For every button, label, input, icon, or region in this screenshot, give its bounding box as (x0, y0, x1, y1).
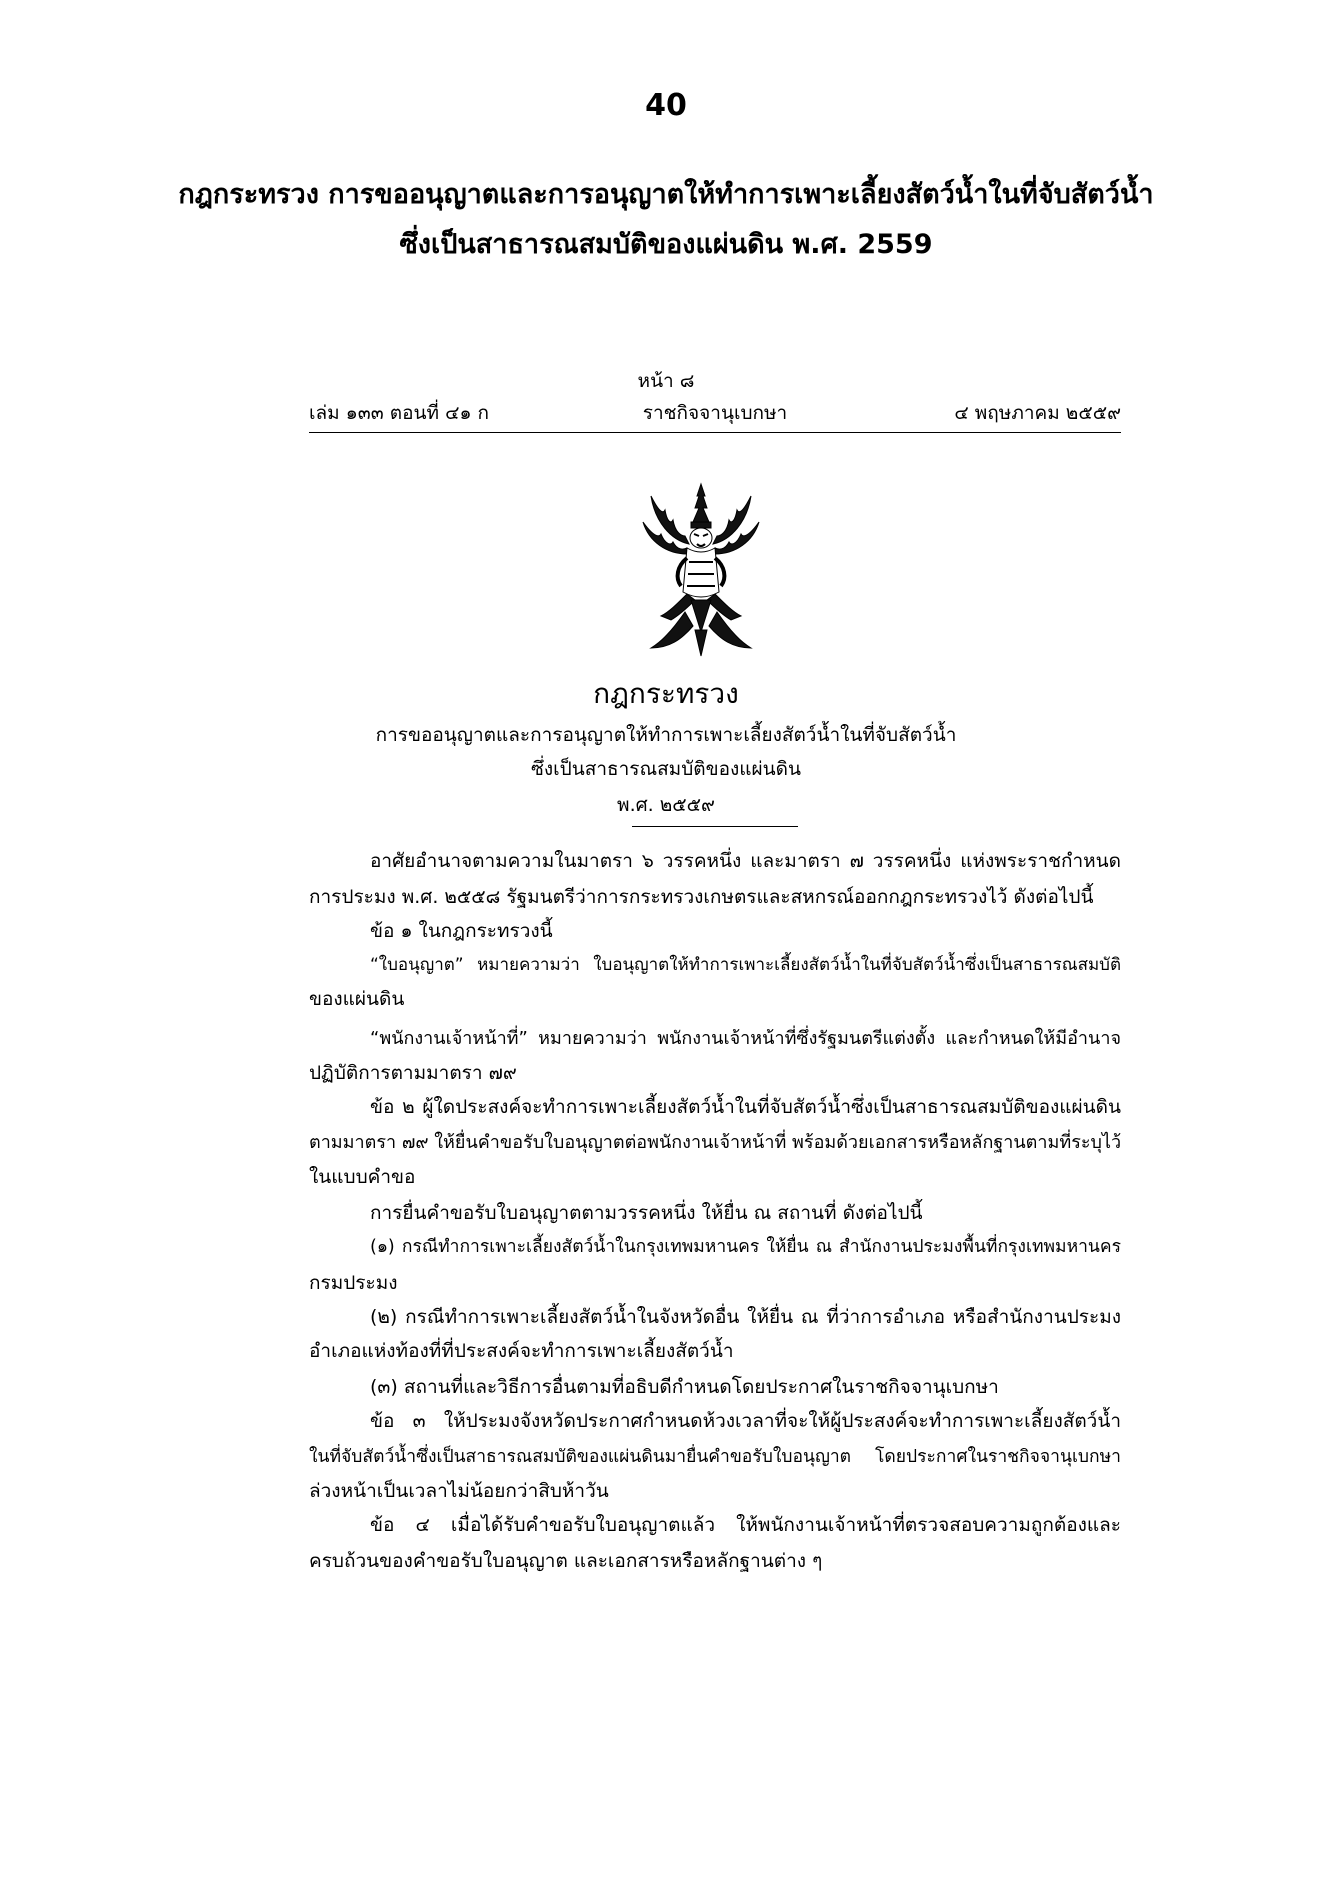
body-line: ข้อ ๔ เมื่อได้รับคำขอรับใบอนุญาตแล้ว ให้พนักงานเจ้าหน้าที่ตรวจสอบความถูกต้องและ (370, 1514, 1121, 1536)
body-line: ข้อ ๓ ให้ประมงจังหวัดประกาศกำหนดห้วงเวลาที่จะให้ผู้ประสงค์จะทำการเพาะเลี้ยงสัตว์น้ำ (370, 1410, 1121, 1432)
gazette-volume: เล่ม ๑๓๓ ตอนที่ ๔๑ ก (309, 402, 490, 424)
body-line: ในที่จับสัตว์น้ำซึ่งเป็นสาธารณสมบัติของแผ่นดินมายื่นคำขอรับใบอนุญาต โดยประกาศในราชกิจจานุเบกษา (309, 1447, 1121, 1467)
law-heading: กฎกระทรวง (593, 677, 739, 710)
body-line: ล่วงหน้าเป็นเวลาไม่น้อยกว่าสิบห้าวัน (309, 1480, 609, 1502)
gazette-page-label: หน้า ๘ (637, 370, 695, 392)
body-line: การประมง พ.ศ. ๒๕๕๘ รัฐมนตรีว่าการกระทรวงเกษตรและสหกรณ์ออกกฎกระทรวงไว้ ดังต่อไปนี้ (309, 886, 1094, 908)
garuda-emblem-icon (641, 482, 761, 658)
divider (632, 826, 798, 827)
body-line: อำเภอแห่งท้องที่ที่ประสงค์จะทำการเพาะเลี้ยงสัตว์น้ำ (309, 1340, 734, 1362)
body-line: (๓) สถานที่และวิธีการอื่นตามที่อธิบดีกำหนดโดยประกาศในราชกิจจานุเบกษา (370, 1376, 999, 1398)
body-line: (๒) กรณีทำการเพาะเลี้ยงสัตว์น้ำในจังหวัดอื่น ให้ยื่น ณ ที่ว่าการอำเภอ หรือสำนักงานประมง (370, 1306, 1121, 1328)
body-line: อาศัยอำนาจตามความในมาตรา ๖ วรรคหนึ่ง และมาตรา ๗ วรรคหนึ่ง แห่งพระราชกำหนด (370, 850, 1121, 872)
document-title-line-1: กฎกระทรวง การขออนุญาตและการอนุญาตให้ทำการเพาะเลี้ยงสัตว์น้ำในที่จับสัตว์น้ำ (178, 179, 1154, 210)
body-line: ข้อ ๒ ผู้ใดประสงค์จะทำการเพาะเลี้ยงสัตว์น้ำในที่จับสัตว์น้ำซึ่งเป็นสาธารณสมบัติของแผ่นดิน (370, 1096, 1121, 1118)
page-number: 40 (645, 88, 687, 123)
body-line: (๑) กรณีทำการเพาะเลี้ยงสัตว์น้ำในกรุงเทพมหานคร ให้ยื่น ณ สำนักงานประมงพื้นที่กรุงเทพมหานคร (370, 1237, 1121, 1257)
body-line: ปฏิบัติการตามมาตรา ๗๙ (309, 1062, 517, 1084)
document-title-line-2: ซึ่งเป็นสาธารณสมบัติของแผ่นดิน พ.ศ. 2559 (399, 229, 933, 260)
body-line: “พนักงานเจ้าหน้าที่” หมายความว่า พนักงานเจ้าหน้าที่ซึ่งรัฐมนตรีแต่งตั้ง และกำหนดให้มีอำนาจ (370, 1028, 1121, 1049)
law-subtitle-line-1: การขออนุญาตและการอนุญาตให้ทำการเพาะเลี้ยงสัตว์น้ำในที่จับสัตว์น้ำ (375, 724, 957, 746)
body-line: ในแบบคำขอ (309, 1166, 416, 1188)
law-subtitle-line-2: ซึ่งเป็นสาธารณสมบัติของแผ่นดิน (531, 758, 801, 780)
gazette-publication: ราชกิจจานุเบกษา (642, 402, 788, 424)
body-line: ครบถ้วนของคำขอรับใบอนุญาต และเอกสารหรือหลักฐานต่าง ๆ (309, 1550, 823, 1572)
law-year: พ.ศ. ๒๕๕๙ (617, 794, 715, 816)
body-line: ของแผ่นดิน (309, 988, 405, 1010)
gazette-header (309, 398, 1121, 433)
body-line: การยื่นคำขอรับใบอนุญาตตามวรรคหนึ่ง ให้ยื่น ณ สถานที่ ดังต่อไปนี้ (370, 1202, 923, 1224)
body-line: ข้อ ๑ ในกฎกระทรวงนี้ (370, 920, 553, 942)
gazette-date: ๔ พฤษภาคม ๒๕๕๙ (954, 402, 1121, 424)
body-line: กรมประมง (309, 1272, 398, 1294)
body-line: “ใบอนุญาต” หมายความว่า ใบอนุญาตให้ทำการเพาะเลี้ยงสัตว์น้ำในที่จับสัตว์น้ำซึ่งเป็นสาธารณสมบัติ (370, 955, 1121, 975)
body-line: ตามมาตรา ๗๙ ให้ยื่นคำขอรับใบอนุญาตต่อพนักงานเจ้าหน้าที่ พร้อมด้วยเอกสารหรือหลักฐานตามที่ระบุไว้ (309, 1132, 1122, 1153)
